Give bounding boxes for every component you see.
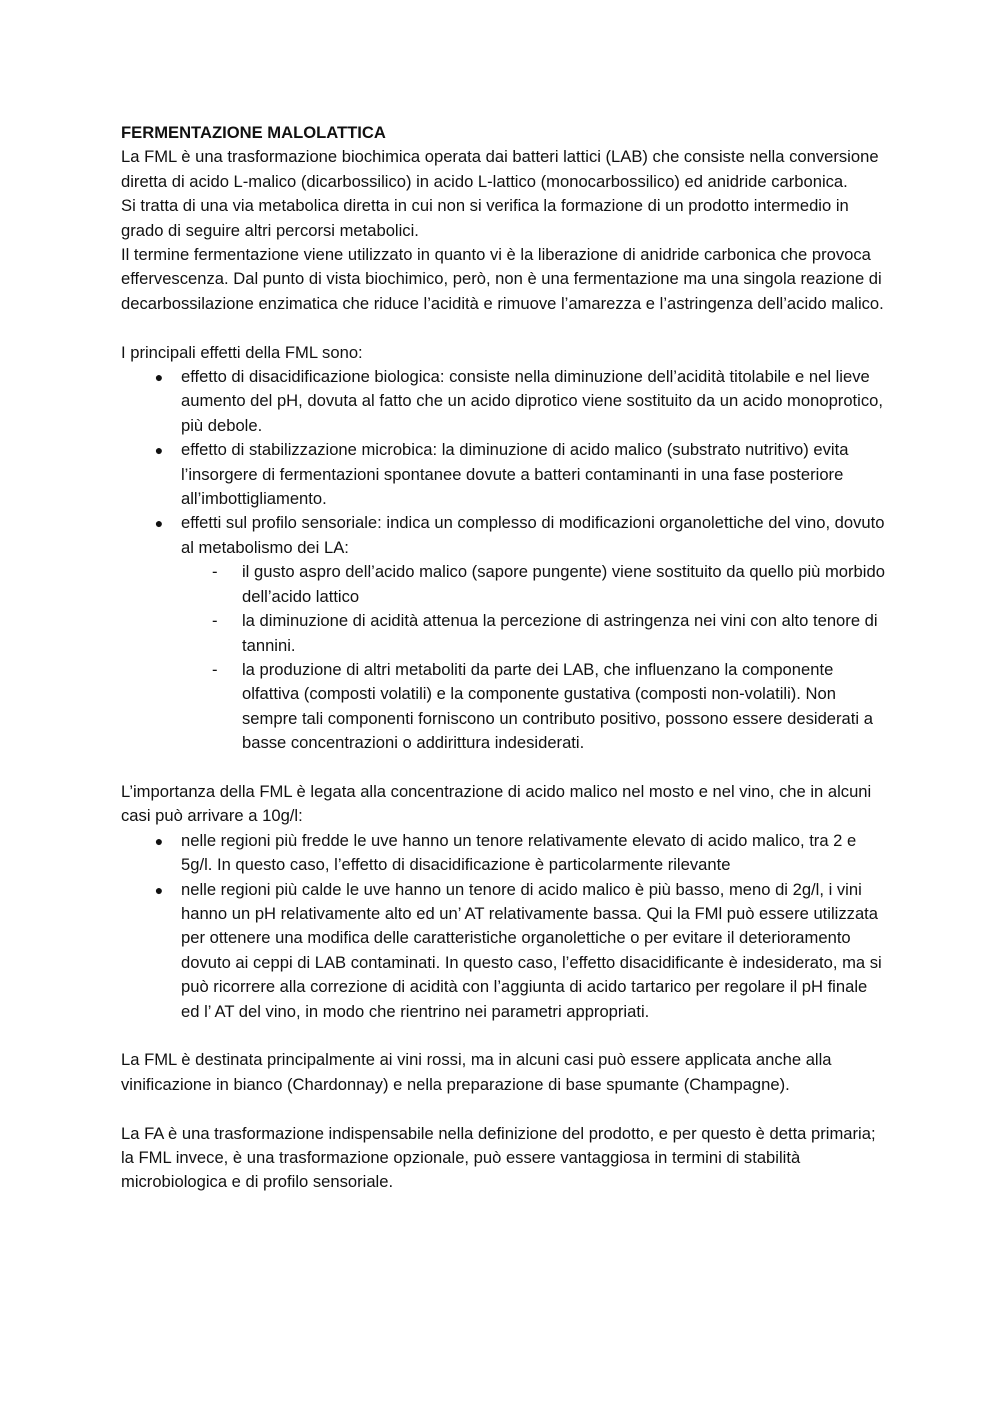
paragraph-spacer xyxy=(121,316,886,340)
dash-icon: - xyxy=(212,659,218,679)
paragraph-spacer xyxy=(121,1097,886,1121)
destination-paragraph: La FML è destinata principalmente ai vini rossi, ma in alcuni casi può essere applicata anche alla vinificazione in bianco (Chardonnay) e nella preparazione di base spumante (Champagne). xyxy=(121,1050,832,1094)
list-item-text: nelle regioni più fredde le uve hanno un tenore relativamente elevato di acido malico, tra 2 e 5g/l. In questo caso, l’effetto di disacidificazione è particolarmente rilevante xyxy=(181,830,857,875)
bullet-icon: ● xyxy=(154,832,164,849)
sub-list-item xyxy=(212,658,886,756)
effects-heading: I principali effetti della FML sono: xyxy=(121,342,363,362)
list-item-text: effetti sul profilo sensoriale: indica un complesso di modificazioni organolettiche del vino, dovuto al metabolismo dei LA: xyxy=(181,513,885,557)
sub-list-item-text: il gusto aspro dell’acido malico (sapore pungente) viene sostituito da quello più morbido dell’acido lattico xyxy=(242,562,885,606)
intro-paragraph: La FML è una trasformazione biochimica operata dai batteri lattici (LAB) che consiste nella conversione diretta di acido L-malico (dicarbossilico) in acido L-lattico (monocarbossilico) ed anidride carbonica. xyxy=(121,147,879,191)
document-page xyxy=(121,121,886,1195)
bullet-icon: ● xyxy=(154,515,164,532)
sub-list-item-text: la produzione di altri metaboliti da parte dei LAB, che influenzano la componente olfattiva (composti volatili) e la componente gustativa (composti non-volatili). Non sempre tali componenti forniscono un contributo positivo, possono essere desiderati a basse concentrazioni o addirittura indesiderati. xyxy=(242,659,873,753)
list-item xyxy=(154,365,886,438)
dash-icon: - xyxy=(212,562,218,582)
sub-list-item xyxy=(212,609,886,658)
list-item xyxy=(154,829,886,878)
list-item xyxy=(154,438,886,511)
list-item xyxy=(154,878,886,1024)
list-item-text: effetto di disacidificazione biologica: consiste nella diminuzione dell’acidità titolabile e nel lieve aumento del pH, dovuta al fatto che un acido diprotico viene sostituito da un acido monoprotico, più debole. xyxy=(181,367,883,435)
intro-paragraph: Il termine fermentazione viene utilizzato in quanto vi è la liberazione di anidride carbonica che provoca effervescenza. Dal punto di vista biochimico, però, non è una fermentazione ma una singola reazione di decarbossilazione enzimatica che riduce l’acidità e rimuove l’amarezza e l’astringenza dell’acido malico. xyxy=(121,245,884,313)
importance-paragraph: L’importanza della FML è legata alla concentrazione di acido malico nel mosto e nel vino, che in alcuni casi può arrivare a 10g/l: xyxy=(121,781,872,826)
sub-list-item xyxy=(212,560,886,609)
bullet-icon: ● xyxy=(154,442,164,459)
regions-list xyxy=(121,829,886,1024)
effects-list xyxy=(121,365,886,756)
list-item-text: nelle regioni più calde le uve hanno un tenore di acido malico è più basso, meno di 2g/l, i vini hanno un pH relativamente alto ed un’ AT relativamente bassa. Qui la FMl può essere utilizzata per ottenere una modifica delle caratteristiche organolettiche o per evitare il deterioramento dovuto ai ceppi di LAB contaminati. In questo caso, l’effetto disacidificante è indesiderato, ma si può ricorrere alla correzione di acidità con l’aggiunta di acido tartarico per regolare il pH finale ed l’ AT del vino, in modo che rientrino nei parametri appropriati. xyxy=(181,879,882,1021)
paragraph-spacer xyxy=(121,756,886,780)
paragraph-spacer xyxy=(121,1024,886,1048)
document-title: FERMENTAZIONE MALOLATTICA xyxy=(121,123,386,142)
bullet-icon: ● xyxy=(154,881,164,898)
list-item-text: effetto di stabilizzazione microbica: la diminuzione di acido malico (substrato nutritivo) evita l’insorgere di fermentazioni spontanee dovute a batteri contaminanti in una fase posteriore all’imbottigliamento. xyxy=(181,440,849,509)
list-item xyxy=(154,511,886,755)
intro-paragraph: Si tratta di una via metabolica diretta in cui non si verifica la formazione di un prodotto intermedio in grado di seguire altri percorsi metabolici. xyxy=(121,196,849,240)
conclusion-paragraph: La FA è una trasformazione indispensabile nella definizione del prodotto, e per questo è detta primaria; la FML invece, è una trasformazione opzionale, può essere vantaggiosa in termini di stabilità microbiologica e di profilo sensoriale. xyxy=(121,1123,876,1192)
dash-icon: - xyxy=(212,611,218,631)
sensory-sublist xyxy=(181,560,886,755)
sub-list-item-text: la diminuzione di acidità attenua la percezione di astringenza nei vini con alto tenore di tannini. xyxy=(242,611,878,655)
bullet-icon: ● xyxy=(154,369,164,386)
